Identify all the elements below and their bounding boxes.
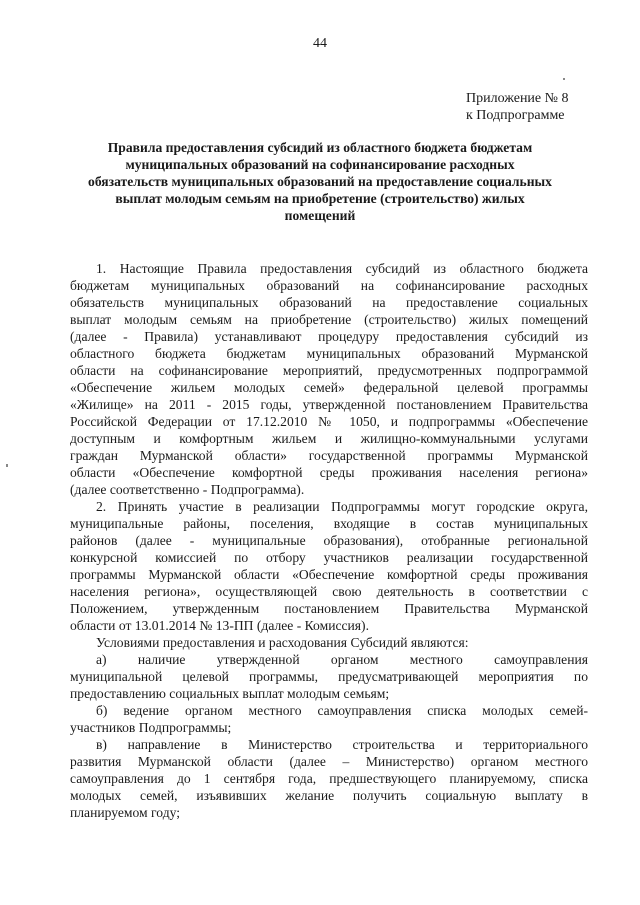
text-line: бюджетам муниципальных образований на софинансирование расходных [70,278,588,293]
text-line: а) наличие утвержденной органом местного самоуправления [96,652,588,667]
appendix-line-1: Приложение № 8 [466,91,569,106]
text-line: граждан Мурманской области» государственной программы Мурманской [70,448,588,463]
text-line: области на софинансирование мероприятий, предусмотренных подпрограммой [70,363,588,378]
text-line: самоуправления до 1 сентября года, предшествующего планируемому, списка [70,771,588,786]
paragraph-item-a [70,651,588,702]
paragraph-2 [70,498,588,634]
paragraph-1 [70,260,588,498]
title-line: обязательств муниципальных образований на предоставление социальных [88,174,552,189]
scan-speck [563,78,565,80]
text-line: 2. Принять участие в реализации Подпрограммы могут городские округа, [96,499,588,514]
text-line: (далее соответственно - Подпрограмма). [70,482,305,497]
appendix-line-2: к Подпрограмме [466,108,565,123]
title-line: муниципальных образований на софинансирование расходных [125,157,515,172]
text-line: области от 13.01.2014 № 13-ПП (далее - Комиссия). [70,618,369,633]
title-line: помещений [284,208,356,223]
text-line: доступным и комфортным жильем и жилищно-коммунальными услугами [70,431,588,446]
paragraph-item-v [70,736,588,821]
text-line: программы Мурманской области «Обеспечение комфортной среды проживания [70,567,588,582]
text-line: б) ведение органом местного самоуправления списка молодых семей- [96,703,588,718]
text-line: конкурсной комиссией по отбору участников реализации государственной [70,550,588,565]
text-line: области «Обеспечение комфортной среды проживания населения региона» [70,465,588,480]
text-line: Положением, утвержденным постановлением Правительства Мурманской [70,601,588,616]
text-line: Российской Федерации от 17.12.2010 № 1050, и подпрограммы «Обеспечение [70,414,588,429]
paragraph-item-b [70,702,588,736]
text-line: (далее - Правила) устанавливают процедуру предоставления субсидий из [70,329,588,344]
text-line: обязательств муниципальных образований на предоставление социальных [70,295,588,310]
text-line: развития Мурманской области (далее – Министерство) органом местного [70,754,588,769]
text-line: Условиями предоставления и расходования Субсидий являются: [96,635,469,650]
document-title [80,139,560,224]
title-line: выплат молодым семьям на приобретение (строительство) жилых [115,191,525,206]
text-line: планируемом году; [70,805,181,820]
text-line: молодых семей, изъявивших желание получить социальную выплату в [70,788,588,803]
text-line: областного бюджета бюджетам муниципальных образований Мурманской [70,346,588,361]
scan-speck [6,464,8,467]
text-line: «Обеспечение жильем молодых семей» федеральной целевой программы [70,380,588,395]
text-line: муниципальной целевой программы, предусматривающей мероприятия по [70,669,588,684]
page-number: 44 [313,36,327,51]
text-line: «Жилище» на 2011 - 2015 годы, утвержденной постановлением Правительства [70,397,588,412]
text-line: районов (далее - муниципальные образования), отобранные региональной [70,533,588,548]
text-line: в) направление в Министерство строительства и территориального [96,737,588,752]
text-line: предоставлению социальных выплат молодым семьям; [70,686,390,701]
title-line: Правила предоставления субсидий из областного бюджета бюджетам [107,140,533,155]
paragraph-conditions [70,634,588,651]
text-line: населения региона», осуществляющей свою деятельность в соответствии с [70,584,588,599]
text-line: выплат молодым семьям на приобретение (строительство) жилых помещений [70,312,588,327]
appendix-label [466,90,636,124]
document-body [70,260,588,821]
text-line: муниципальные районы, поселения, входящие в состав муниципальных [70,516,588,531]
text-line: участников Подпрограммы; [70,720,232,735]
text-line: 1. Настоящие Правила предоставления субсидий из областного бюджета [96,261,588,276]
